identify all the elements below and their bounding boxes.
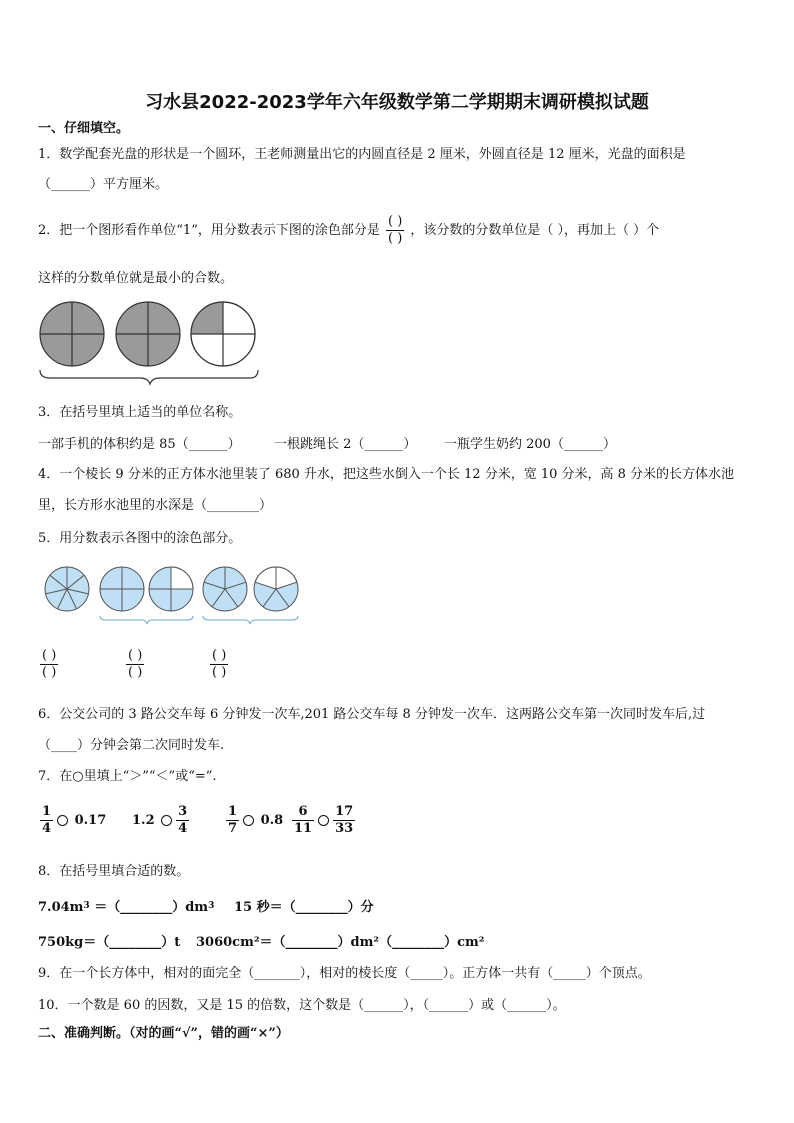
q5-answer-2	[124, 648, 146, 681]
q7-item-3	[224, 804, 283, 837]
q7-item-1	[38, 804, 106, 837]
q5-answer-3-denominator: ( )	[212, 665, 227, 680]
q7-item-2-denominator: 4	[178, 821, 188, 836]
q7-item-1-fraction	[40, 804, 53, 837]
q5-circle-3	[149, 567, 193, 611]
q3-b: 一根跳绳长 2（______）	[274, 437, 417, 452]
q8-r1a-post: ＝（________）dm	[94, 900, 209, 915]
q7-item-4-denominator: 11	[294, 821, 313, 836]
q8-row2-a: 750kg＝（________）t	[38, 935, 181, 950]
q7-item-3-denominator: 7	[228, 821, 238, 836]
q5-answer-2-fraction	[126, 648, 144, 681]
q5-circle-1	[45, 567, 89, 611]
q2-fraction-numerator: ( )	[387, 214, 403, 229]
q2-fraction-denominator: ( )	[387, 231, 403, 246]
q7-item-2-numerator: 3	[178, 804, 188, 819]
q3-text: 3．在括号里填上适当的单位名称。	[38, 405, 242, 420]
q8-r1a-sup2: 3	[208, 901, 215, 911]
section-one-heading: 一、仔细填空。	[38, 121, 130, 136]
q6-line1: 6．公交公司的 3 路公交车每 6 分钟发一次车,201 路公交车每 8 分钟发一次车．这两路公交车第一次同时发车后,过	[38, 707, 706, 722]
q5-text: 5．用分数表示各图中的涂色部分。	[38, 531, 242, 546]
q7-item-4-numerator: 6	[292, 804, 314, 821]
q2-line2: 这样的分数单位就是最小的合数。	[38, 271, 234, 286]
q2-suffix: ，该分数的分数单位是（ ），再加上（ ）个	[410, 223, 660, 238]
q5-answer-3	[208, 648, 230, 681]
q7-item-1-numerator: 1	[42, 804, 52, 819]
q2-circle-3	[191, 302, 255, 366]
q8-row2-b: 3060cm²＝（________）dm²（________）cm²	[196, 935, 485, 950]
q5-answer-2-numerator: ( )	[128, 648, 143, 663]
q7-item-4-fraction-left	[292, 804, 314, 837]
q1-line2: （______）平方厘米。	[38, 177, 169, 192]
q3-a: 一部手机的体积约是 85（______）	[38, 437, 241, 452]
q5-answer-1-denominator: ( )	[42, 665, 57, 680]
q5-circle-4	[203, 567, 247, 611]
compare-circle	[57, 815, 68, 826]
q5-brace-right	[203, 616, 298, 624]
q7-item-2-left: 1.2	[132, 813, 155, 828]
q8-r1a-sup: 3	[83, 901, 90, 911]
q2-prefix: 2．把一个图形看作单位“1”，用分数表示下图的涂色部分是	[38, 223, 380, 238]
q2-brace	[40, 370, 258, 384]
q8-row1-a	[38, 899, 214, 917]
q7-item-2	[132, 804, 191, 837]
q5-circle-5	[254, 567, 298, 611]
q9-text: 9．在一个长方体中，相对的面完全（_______），相对的棱长度（_____）。正方体一共有（_____）个顶点。	[38, 966, 651, 981]
q5-answer-1-fraction	[40, 648, 58, 681]
q2-circle-1	[40, 302, 104, 366]
q5-answer-3-numerator: ( )	[212, 648, 227, 663]
q5-answer-1	[38, 648, 60, 681]
q10-text: 10．一个数是 60 的因数，又是 15 的倍数，这个数是（______），（______）或（______）。	[38, 998, 566, 1013]
q2-line1	[38, 214, 659, 248]
q7-item-3-fraction	[226, 804, 239, 837]
q7-item-4	[290, 804, 357, 837]
page-title: 习水县2022-2023学年六年级数学第二学期期末调研模拟试题	[145, 92, 649, 113]
q8-text: 8．在括号里填合适的数。	[38, 864, 190, 879]
q7-item-2-fraction	[176, 804, 189, 837]
q7-item-1-right: 0.17	[74, 813, 107, 828]
q5-brace-left	[100, 616, 193, 624]
q7-item-4-denominator-2: 33	[335, 821, 354, 836]
q7-item-3-numerator: 1	[228, 804, 238, 819]
section-two-heading: 二、准确判断。（对的画“√”，错的画“×”）	[38, 1026, 289, 1041]
q4-line1: 4．一个棱长 9 分米的正方体水池里装了 680 升水，把这些水倒入一个长 12 分米，宽 10 分米，高 8 分米的长方体水池	[38, 467, 735, 482]
q2-circle-2	[116, 302, 180, 366]
q8-row1-b: 15 秒＝（________）分	[234, 900, 374, 915]
q3-c: 一瓶学生奶约 200（______）	[444, 437, 616, 452]
q7-item-4-numerator-2: 17	[335, 804, 354, 819]
q5-answer-3-fraction	[210, 648, 228, 681]
q5-answer-2-denominator: ( )	[128, 665, 143, 680]
q5-circle-2	[100, 567, 144, 611]
q1-line1: 1．数学配套光盘的形状是一个圆环，王老师测量出它的内圆直径是 2 厘米，外圆直径是 12 厘米，光盘的面积是	[38, 147, 686, 162]
compare-circle	[318, 815, 329, 826]
q6-line2: （____）分钟会第二次同时发车.	[38, 738, 225, 753]
compare-circle	[161, 815, 172, 826]
q7-item-4-fraction-right	[333, 804, 355, 837]
q7-text: 7．在○里填上“＞”“＜”或“=”.	[38, 769, 217, 784]
compare-circle	[243, 815, 254, 826]
q5-circles-figure	[40, 562, 302, 632]
q2-fraction	[386, 214, 404, 247]
q7-item-1-denominator: 4	[42, 821, 52, 836]
q4-line2: 里，长方形水池里的水深是（________）	[38, 498, 273, 513]
q8-r1a-pre: 7.04m	[38, 900, 84, 915]
q2-circles-figure	[36, 298, 262, 386]
q7-item-3-right: 0.8	[260, 813, 284, 828]
q5-answer-1-numerator: ( )	[42, 648, 57, 663]
